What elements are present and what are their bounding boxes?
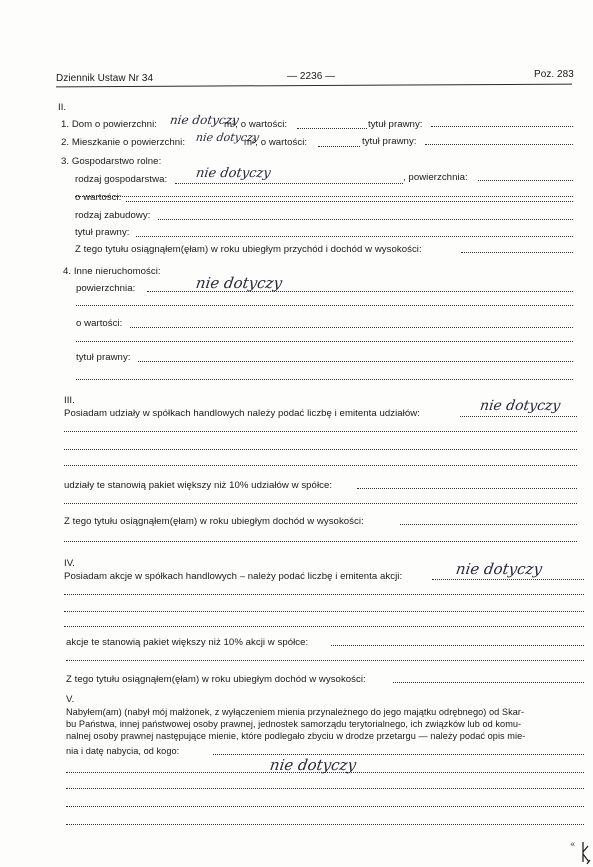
stocks-line [432,579,584,580]
farm-income-label: Z tego tytułu osiągnąłem(ęłam) w roku ubiegłym przychód i dochód w wysokości: [75,244,422,255]
shares-income-label: Z tego tytułu osiągnąłem(ęłam) w roku ubiegłym dochód w wysokości: [64,516,364,527]
farm-type-line [175,183,403,184]
other-property-title-label: tytuł prawny: [76,352,131,363]
apartment-area-handwritten: nie dotyczy [195,131,260,144]
other-property-value-line [130,327,573,328]
farm-income-line [461,252,573,253]
other-property-handwritten: nie dotyczy [194,274,284,292]
shares-packet-line [357,488,577,489]
other-property-area-label: powierzchnia: [76,283,136,294]
other-property-title-line-2 [76,379,573,380]
house-area-label: 1. Dom o powierzchni: [61,119,157,130]
stocks-income-line [393,682,584,683]
stocks-line-2 [64,594,584,595]
section-5-numeral: V. [66,694,75,705]
shares-packet-line-2 [64,503,577,504]
farm-type-handwritten: nie dotyczy [194,166,272,181]
apartment-unit-value-label: m², o wartości: [244,137,308,148]
stocks-line-4 [64,626,584,627]
shares-handwritten: nie dotyczy [478,398,562,414]
house-title-line [431,126,573,127]
stocks-packet-label: akcje te stanowią pakiet większy niż 10% akcji w spółce: [66,637,309,648]
farm-title-line [136,236,573,237]
shares-line-3 [64,449,577,450]
acquisition-handwritten: nie dotyczy [268,756,358,774]
stocks-packet-line-2 [66,660,584,661]
apartment-value-line [318,146,360,147]
page-number: — 2236 — [287,71,336,82]
apartment-title-label: tytuł prawny: [362,136,417,147]
apartment-area-label: 2. Mieszkanie o powierzchni: [61,137,186,148]
section-4-numeral: IV. [64,558,75,569]
acquisition-line-2 [66,772,584,773]
farm-title-label: tytuł prawny: [75,227,130,238]
other-property-area-line-2 [76,305,573,306]
shares-packet-label: udziały te stanowią pakiet większy niż 10% udziałów w spółce: [64,480,333,491]
acquisition-text-line-4: nia i datę nabycia, od kogo: [66,746,180,756]
farm-buildings-label: rodzaj zabudowy: [75,210,151,221]
other-property-label: 4. Inne nieruchomości: [63,266,161,277]
farm-buildings-line [158,219,573,220]
farm-value-label: o wartości: [75,192,122,203]
stocks-income-label: Z tego tytułu osiągnąłem(ęłam) w roku ubiegłym dochód w wysokości: [66,674,366,685]
house-value-line [297,128,367,129]
shares-line-2 [64,431,577,432]
stocks-handwritten: nie dotyczy [454,560,544,578]
apartment-title-line [425,144,573,145]
journal-name: Dziennik Ustaw Nr 34 [56,73,154,84]
acquisition-line-1 [213,754,584,755]
shares-income-line [400,524,577,525]
other-property-value-line-2 [76,341,573,342]
position-number: Poz. 283 [534,69,574,80]
shares-line [460,416,577,417]
acquisition-text-line-1: Nabyłem(am) (nabył mój małżonek, z wyłączeniem mienia przynależnego do jego majątku odrębnego) od Skar- [66,707,525,717]
acquisition-line-3 [66,788,584,789]
shares-income-line-2 [64,541,577,542]
house-area-handwritten: nie dotyczy [169,113,240,127]
acquisition-text-line-2: bu Państwa, innej państwowej osoby prawnej, jednostek samorządu terytorialnego, ich związków lub od komu- [66,719,522,729]
acquisition-line-5 [66,824,584,825]
initials-scribble [580,840,592,866]
farm-area-label: , powierzchnia: [403,172,468,183]
acquisition-text-line-3: nalnej osoby prawnej następujące mienie, które podlegało zbyciu w drodze przetargu — należy podać opis mie- [66,731,526,741]
section-2-numeral: II. [58,102,67,113]
stocks-line-3 [64,611,584,612]
farm-extra-line [75,196,573,197]
farm-area-line [478,180,573,181]
farm-label: 3. Gospodarstwo rolne: [61,156,162,167]
corner-mark: « [570,840,576,850]
farm-value-line [126,201,573,202]
stocks-packet-line [331,645,584,646]
other-property-title-line [138,361,573,362]
section-3-numeral: III. [64,395,75,406]
shares-line-4 [64,465,577,466]
farm-type-label: rodzaj gospodarstwa: [75,174,168,185]
other-property-value-label: o wartości: [76,318,123,329]
house-unit-value-label: m², o wartości: [224,119,288,130]
stocks-label: Posiadam akcje w spółkach handlowych – należy podać liczbę i emitenta akcji: [64,571,403,582]
acquisition-line-4 [66,806,584,807]
shares-label: Posiadam udziały w spółkach handlowych należy podać liczbę i emitenta udziałów: [64,408,420,419]
house-title-label: tytuł prawny: [368,119,423,130]
